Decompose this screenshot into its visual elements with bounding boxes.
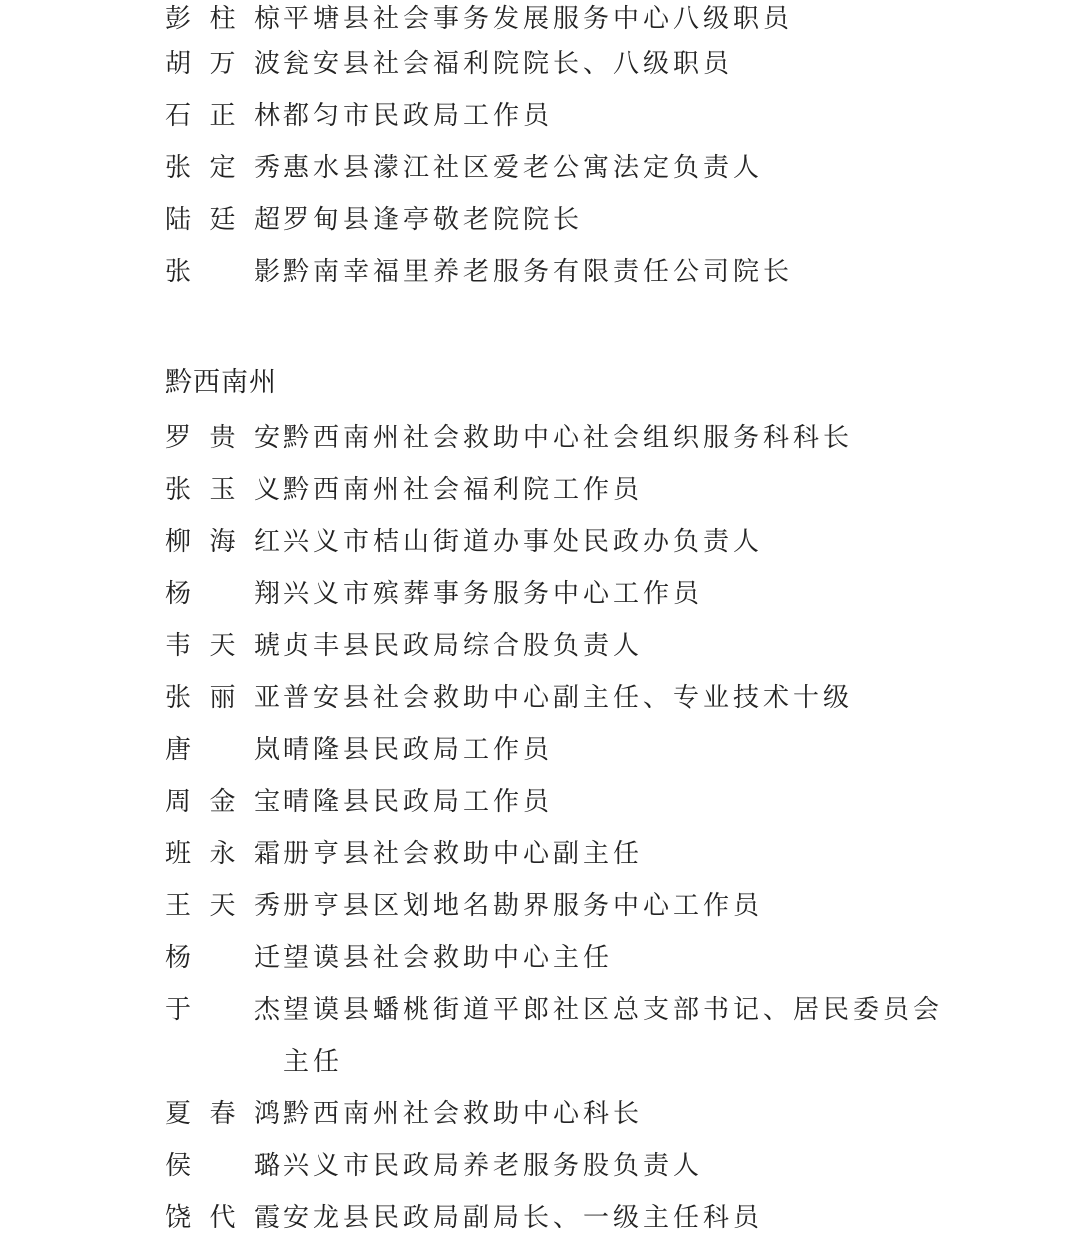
person-name: 罗贵安 xyxy=(165,423,283,453)
list-item xyxy=(165,412,945,464)
person-title: 晴隆县民政局工作员 xyxy=(283,735,554,765)
person-name: 侯 璐 xyxy=(165,1151,283,1181)
person-title: 黔西南州社会救助中心社会组织服务科科长 xyxy=(283,423,854,453)
person-name: 于 杰 xyxy=(165,995,283,1025)
list-item xyxy=(165,984,945,1088)
person-title: 望谟县社会救助中心主任 xyxy=(283,943,614,973)
list-item xyxy=(165,568,945,620)
person-title: 安龙县民政局副局长、一级主任科员 xyxy=(283,1203,764,1233)
list-item xyxy=(165,464,945,516)
list-item xyxy=(165,142,945,194)
person-title: 黔南幸福里养老服务有限责任公司院长 xyxy=(283,257,794,287)
person-name: 张玉义 xyxy=(165,475,283,505)
person-title: 兴义市殡葬事务服务中心工作员 xyxy=(283,579,704,609)
list-item xyxy=(165,194,945,246)
list-item xyxy=(165,932,945,984)
person-title: 黔西南州社会救助中心科长 xyxy=(283,1099,644,1129)
person-title: 贞丰县民政局综合股负责人 xyxy=(283,631,644,661)
person-title: 册亨县区划地名勘界服务中心工作员 xyxy=(283,891,764,921)
person-name: 杨 翔 xyxy=(165,579,283,609)
person-name: 班永霜 xyxy=(165,839,283,869)
person-title: 黔西南州社会福利院工作员 xyxy=(283,475,644,505)
list-item xyxy=(165,1192,945,1244)
person-title: 瓮安县社会福利院院长、八级职员 xyxy=(283,49,734,79)
top-name-list xyxy=(165,0,945,298)
list-item xyxy=(165,516,945,568)
person-name: 王天秀 xyxy=(165,891,283,921)
section-heading: 黔西南州 xyxy=(165,367,277,398)
list-item xyxy=(165,90,945,142)
list-item xyxy=(165,880,945,932)
list-item xyxy=(165,828,945,880)
qianxinan-section xyxy=(165,360,945,1244)
person-title: 望谟县蟠桃街道平郎社区总支部书记、居民委员会主任 xyxy=(283,995,944,1077)
person-name: 张丽亚 xyxy=(165,683,283,713)
list-item xyxy=(165,246,945,298)
person-title: 册亨县社会救助中心副主任 xyxy=(283,839,644,869)
person-name: 唐 岚 xyxy=(165,735,283,765)
person-name: 周金宝 xyxy=(165,787,283,817)
person-title: 兴义市桔山街道办事处民政办负责人 xyxy=(283,527,764,557)
person-name: 张定秀 xyxy=(165,153,283,183)
person-name: 胡万波 xyxy=(165,49,283,79)
list-item xyxy=(165,620,945,672)
person-name: 陆廷超 xyxy=(165,205,283,235)
person-title: 兴义市民政局养老服务股负责人 xyxy=(283,1151,704,1181)
person-name: 柳海红 xyxy=(165,527,283,557)
list-item xyxy=(165,1140,945,1192)
person-name: 彭柱椋 xyxy=(165,4,283,34)
list-item xyxy=(165,672,945,724)
person-name: 饶代霞 xyxy=(165,1203,283,1233)
list-item xyxy=(165,0,945,38)
person-name: 韦天琥 xyxy=(165,631,283,661)
list-item xyxy=(165,724,945,776)
person-title: 惠水县濛江社区爱老公寓法定负责人 xyxy=(283,153,764,183)
person-name: 张 影 xyxy=(165,257,283,287)
person-title: 晴隆县民政局工作员 xyxy=(283,787,554,817)
list-item xyxy=(165,1088,945,1140)
person-name: 夏春鸿 xyxy=(165,1099,283,1129)
person-title: 普安县社会救助中心副主任、专业技术十级 xyxy=(283,683,854,713)
person-title: 平塘县社会事务发展服务中心八级职员 xyxy=(283,4,794,34)
person-name: 石正林 xyxy=(165,101,283,131)
person-title: 罗甸县逢亭敬老院院长 xyxy=(283,205,584,235)
person-name: 杨 迁 xyxy=(165,943,283,973)
person-title: 都匀市民政局工作员 xyxy=(283,101,554,131)
list-item xyxy=(165,38,945,90)
list-item xyxy=(165,776,945,828)
